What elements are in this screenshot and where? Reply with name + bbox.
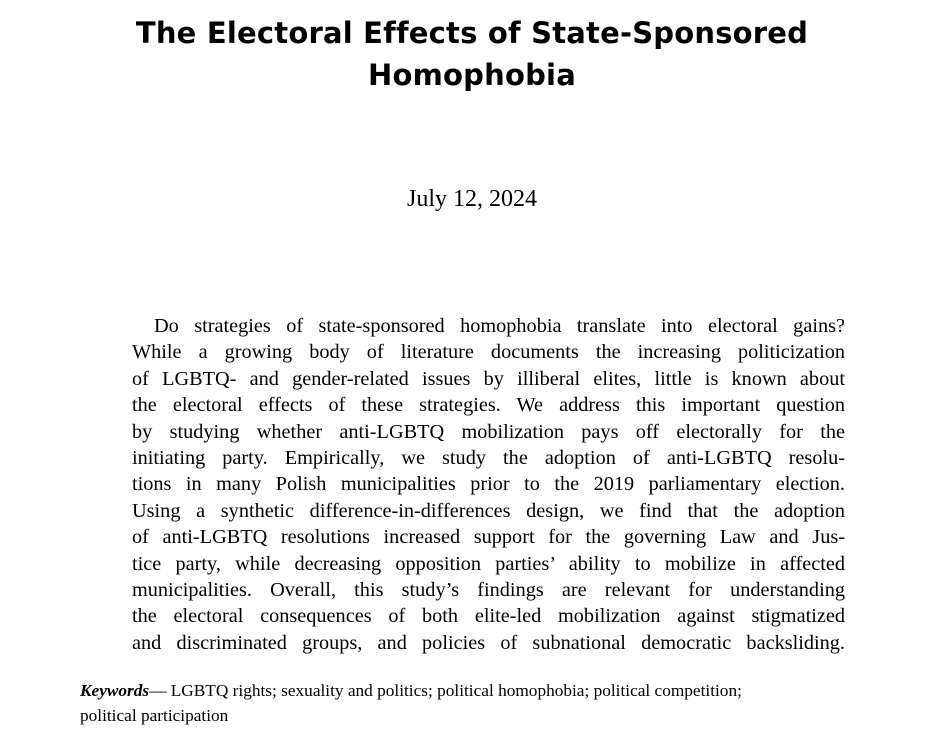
abstract-line: tions in many Polish municipalities prior to the 2019 parliamentary election. xyxy=(132,473,845,496)
abstract-line: of LGBTQ- and gender-related issues by illiberal elites, little is known about xyxy=(132,367,845,390)
abstract-line: and discriminated groups, and policies of subnational democratic backsliding. xyxy=(132,631,845,654)
keywords-line: political participation xyxy=(80,706,229,725)
abstract-line: Using a synthetic difference-in-differences design, we find that the adoption xyxy=(132,499,845,522)
abstract-line: the electoral consequences of both elite-led mobilization against stigmatized xyxy=(132,605,845,628)
abstract-line: tice party, while decreasing opposition parties’ ability to mobilize in affected xyxy=(132,552,845,575)
paper-title xyxy=(0,12,944,96)
paper-date: July 12, 2024 xyxy=(406,186,537,212)
title-line: The Electoral Effects of State-Sponsored xyxy=(135,16,809,50)
abstract-line: the electoral effects of these strategies. We address this important question xyxy=(132,394,845,417)
keywords-label: Keywords xyxy=(80,681,150,700)
keywords-separator: — xyxy=(149,681,171,700)
abstract-line: municipalities. Overall, this study’s findings are relevant for understanding xyxy=(132,579,845,602)
title-line: Homophobia xyxy=(368,58,576,92)
abstract-line: Do strategies of state-sponsored homophobia translate into electoral gains? xyxy=(154,315,845,337)
keywords-text: LGBTQ rights; sexuality and politics; political homophobia; political competition; xyxy=(170,681,742,700)
abstract xyxy=(132,313,845,656)
abstract-line: initiating party. Empirically, we study the adoption of anti-LGBTQ resolu- xyxy=(132,447,845,470)
keywords xyxy=(80,678,870,728)
abstract-line: of anti-LGBTQ resolutions increased support for the governing Law and Jus- xyxy=(132,526,845,549)
abstract-line: by studying whether anti-LGBTQ mobilization pays off electorally for the xyxy=(132,420,845,443)
keywords-line xyxy=(80,678,870,703)
abstract-line: While a growing body of literature documents the increasing politicization xyxy=(132,341,845,364)
